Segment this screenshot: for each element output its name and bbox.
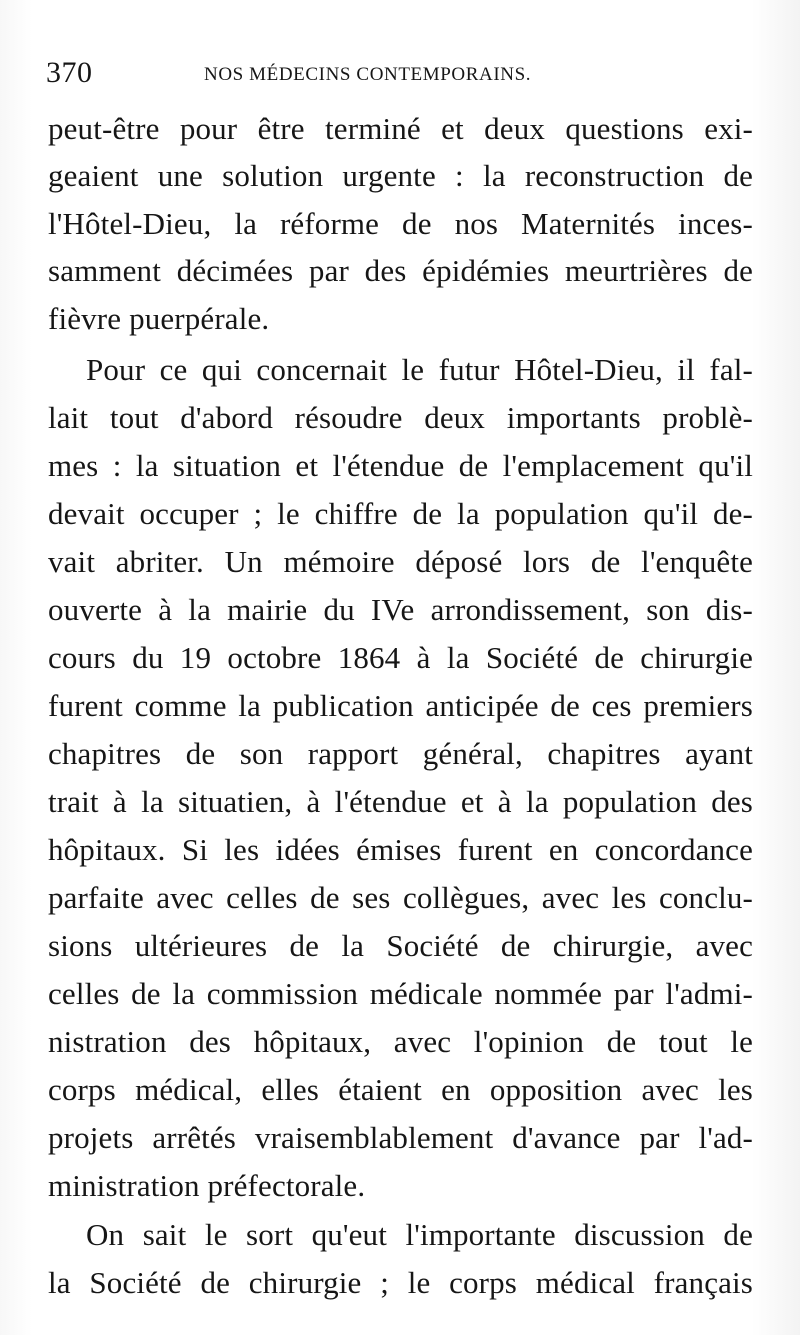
text-line: samment décimées par des épidémies meurtrières de (48, 253, 753, 288)
text-line: l'Hôtel-Dieu, la réforme de nos Maternités inces- (48, 206, 753, 241)
text-line: Pour ce qui concernait le futur Hôtel-Dieu, il fal- (86, 352, 753, 387)
text-line: cours du 19 octobre 1864 à la Société de chirurgie (48, 640, 753, 675)
text-line: On sait le sort qu'eut l'importante discussion de (86, 1217, 753, 1252)
text-line: sions ultérieures de la Société de chirurgie, avec (48, 928, 753, 963)
text-line: peut-être pour être terminé et deux questions exi- (48, 111, 753, 146)
text-line: projets arrêtés vraisemblablement d'avance par l'ad- (48, 1120, 753, 1155)
text-line: mes : la situation et l'étendue de l'emplacement qu'il (48, 448, 753, 483)
page-number: 370 (46, 56, 93, 89)
text-line: parfaite avec celles de ses collègues, avec les conclu- (48, 880, 753, 915)
text-line: chapitres de son rapport général, chapitres ayant (48, 736, 753, 771)
text-line: ouverte à la mairie du IVe arrondissement, son dis- (48, 592, 753, 627)
text-line: celles de la commission médicale nommée par l'admi- (48, 976, 753, 1011)
page-header (46, 56, 746, 96)
text-line: fièvre puerpérale. (48, 301, 270, 336)
text-line: devait occuper ; le chiffre de la population qu'il de- (48, 496, 753, 531)
text-line: corps médical, elles étaient en opposition avec les (48, 1072, 753, 1107)
text-line: vait abriter. Un mémoire déposé lors de l'enquête (48, 544, 753, 579)
text-line: furent comme la publication anticipée de ces premiers (48, 688, 753, 723)
text-line: nistration des hôpitaux, avec l'opinion de tout le (48, 1024, 753, 1059)
text-line: geaient une solution urgente : la reconstruction de (48, 158, 753, 193)
text-line: trait à la situatien, à l'étendue et à la population des (48, 784, 753, 819)
text-line: la Société de chirurgie ; le corps médical français (48, 1265, 753, 1300)
text-line: hôpitaux. Si les idées émises furent en concordance (48, 832, 753, 867)
running-title: NOS MÉDECINS CONTEMPORAINS. (204, 64, 532, 85)
text-line: lait tout d'abord résoudre deux importants problè- (48, 400, 753, 435)
text-line: ministration préfectorale. (48, 1168, 366, 1203)
